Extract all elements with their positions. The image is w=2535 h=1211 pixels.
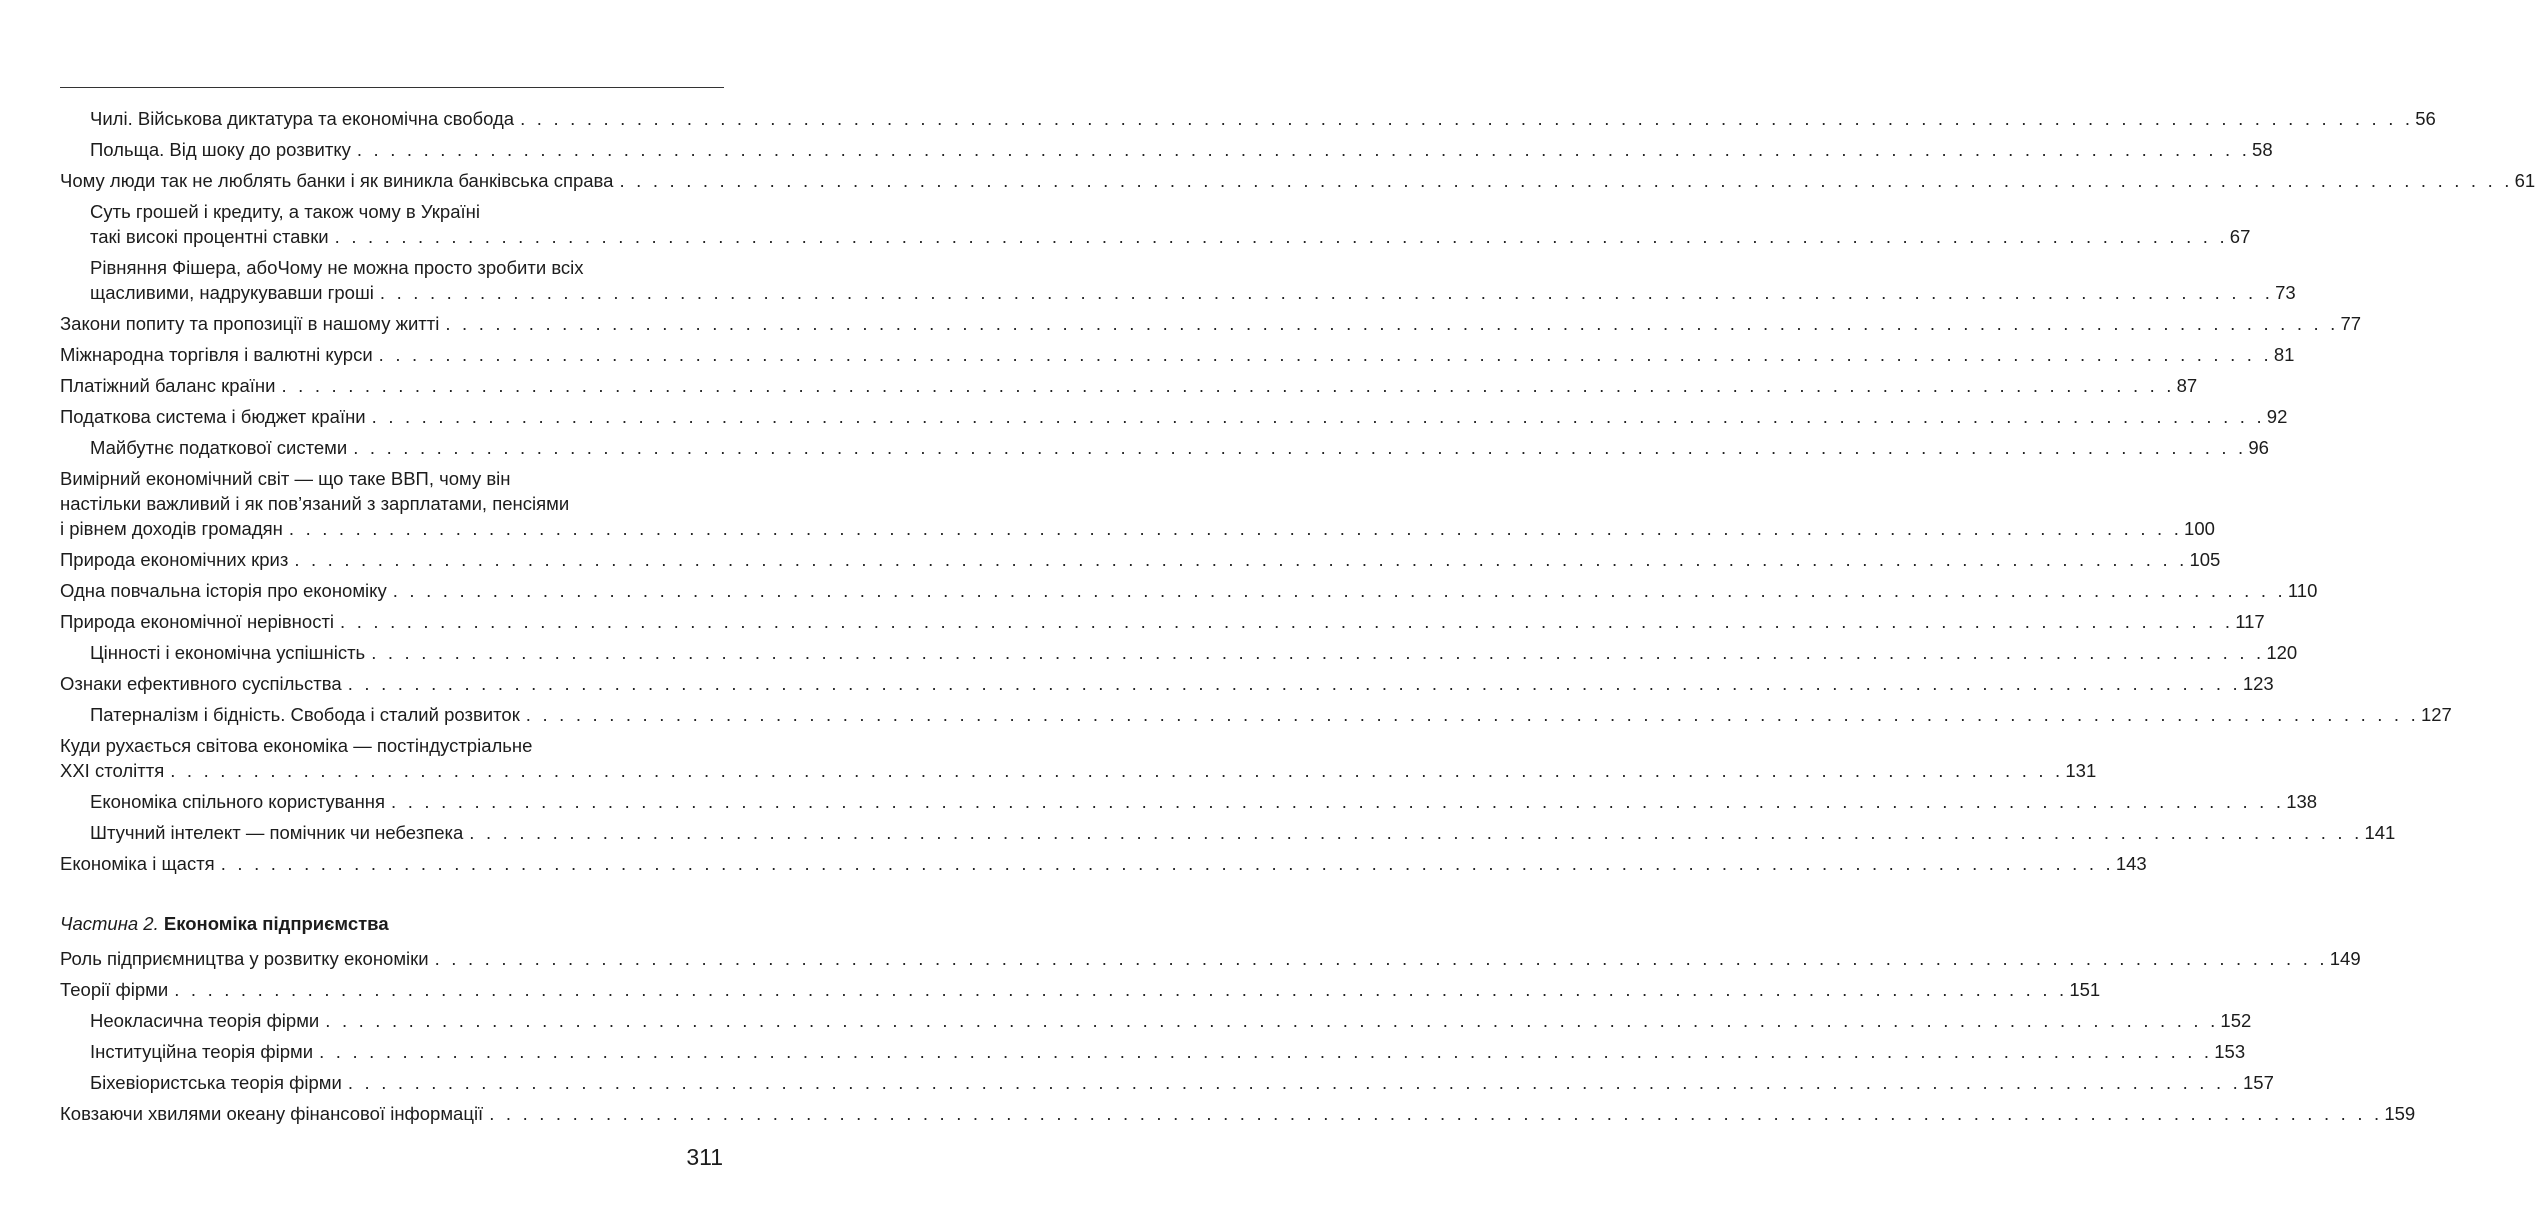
toc-entry-row [60,851,2147,876]
toc-entry [60,1039,2246,1064]
toc-entry [60,820,2396,845]
dot-leader [342,671,2241,696]
toc-entry-row [90,702,2452,727]
toc-entry [60,311,2362,336]
toc-page-number: 141 [2364,822,2396,843]
toc-entry-title-line: Майбутнє податкової системи [90,437,348,458]
toc-entry [60,1101,2416,1126]
dot-leader [342,1070,2241,1095]
toc-entry-row [60,342,2295,367]
toc-entry-title-line: Суть грошей і кредиту, а також чому в Україні [90,201,480,222]
toc-entry [60,789,2318,814]
dot-leader [334,609,2233,634]
toc-entry [60,404,2288,429]
dot-leader [520,702,2419,727]
toc-entry-row [90,106,2436,131]
toc-entry-row [60,671,2274,696]
toc-entry [60,466,2215,541]
toc-entry-title-line: Теорії фірми [60,979,169,1000]
toc-page-number: 123 [2242,673,2274,694]
toc-page-number: 152 [2220,1010,2252,1031]
header-rule [60,87,724,88]
toc-entry-row [90,820,2396,845]
part-heading [60,911,724,936]
toc-page-number: 73 [2275,282,2296,303]
page-number: 311 [686,1144,723,1170]
toc-entry-row [90,435,2269,460]
toc-page-number: 58 [2252,139,2273,160]
toc-entry-title-line: Патерналізм і бідність. Свобода і сталий розвиток [90,704,520,725]
toc-entry-row [60,373,2198,398]
toc-page-number: 81 [2273,344,2295,365]
toc-entry-title-line: Податкова система і бюджет країни [60,406,366,427]
toc-entry-title-line: Роль підприємництва у розвитку економіки [60,948,429,969]
toc-entry-title-line: Закони попиту та пропозиції в нашому житті [60,313,440,334]
toc-entry-title-line: Рівняння Фішера, абоЧому не можна просто зробити всіх [90,257,584,278]
toc-entry [60,1070,2274,1095]
toc-entry [60,733,2097,783]
toc-entry-row [60,1101,2416,1126]
dot-leader [365,640,2264,665]
toc-entry [60,435,2269,460]
toc-page-number: 120 [2266,642,2298,663]
toc-entry-title-line: Природа економічної нерівності [60,611,335,632]
toc-entry-row [60,404,2288,429]
toc-entry-row [90,789,2318,814]
toc-entry-title-line: Вимірний економічний світ — що таке ВВП, чому він [60,468,511,489]
toc-entry-row [60,758,2097,783]
toc-entry-title-line: Ковзаючи хвилями океану фінансової інформації [60,1103,484,1124]
toc-entry-title-line: Одна повчальна історія про економіку [60,580,387,601]
toc-entry-title-line: настільки важливий і як пов’язаний з зарплатами, пенсіями [60,493,570,514]
toc-entry [60,547,2221,572]
toc-page-number: 138 [2286,791,2318,812]
toc-entry [60,106,2436,131]
dot-leader [385,789,2284,814]
toc-entry-row [90,1070,2274,1095]
toc-entry-title-line: Економіка і щастя [60,853,215,874]
dot-leader [483,1101,2382,1126]
toc-entry [60,137,2273,162]
toc-page-number: 87 [2176,375,2198,396]
toc-entry-row [60,547,2221,572]
toc-entry-title-line: Чому люди так не люблять банки і як виникла банківська справа [60,170,614,191]
toc-page-number: 96 [2248,437,2269,458]
toc-entry-title-line: Штучний інтелект — помічник чи небезпека [90,822,464,843]
toc-entry-title-line: Неокласична теорія фірми [90,1010,320,1031]
dot-leader [313,1039,2212,1064]
dot-leader [329,224,2228,249]
toc-page-number: 61 [2514,170,2535,191]
dot-leader [319,1008,2218,1033]
dot-leader [168,977,2067,1002]
toc-page-number: 151 [2069,979,2101,1000]
toc-entry-row [60,946,2361,971]
toc-page-number: 100 [2184,518,2215,539]
toc-entry [60,168,2535,193]
toc-entry-row [90,1039,2246,1064]
dot-leader [429,946,2328,971]
dot-leader [514,106,2413,131]
toc-page-number: 131 [2065,760,2097,781]
toc-page-number: 105 [2189,549,2221,570]
toc-entry [60,671,2274,696]
dot-leader [164,758,2063,783]
toc-page-number: 159 [2384,1103,2416,1124]
toc-page-number: 56 [2415,108,2436,129]
toc-entry-row [60,609,2265,634]
toc-page-number: 149 [2329,948,2361,969]
toc-entry-row [90,640,2298,665]
toc-page-number: 67 [2229,226,2251,247]
toc-entry-title-line: Міжнародна торгівля і валютні курси [60,344,373,365]
toc-page-number: 110 [2287,580,2318,601]
toc-entry-title-line: Біхевіористська теорія фірми [90,1072,342,1093]
toc-entry-row [60,516,2215,541]
toc-entry-row [90,137,2273,162]
dot-leader [374,280,2273,305]
toc-entry-title-line: Куди рухається світова економіка — постіндустріальне [60,735,533,756]
toc-entry [60,255,2296,305]
toc-entry [60,578,2318,603]
toc-entry-title-line: такі високі процентні ставки [90,226,329,247]
dot-leader [351,137,2250,162]
dot-leader [288,547,2187,572]
toc-entry-row [60,578,2318,603]
toc-entry [60,342,2295,367]
toc-page-number: 127 [2420,704,2452,725]
dot-leader [366,404,2265,429]
toc-entry-row [90,1008,2252,1033]
toc-part-1-list [60,106,2535,876]
toc-entry-title-line: щасливими, надрукувавши гроші [90,282,374,303]
toc-page-number: 77 [2340,313,2362,334]
toc-entry [60,851,2147,876]
toc-entry-title-line: Платіжний баланс країни [60,375,276,396]
dot-leader [387,578,2286,603]
toc-page-number: 117 [2235,611,2265,632]
toc-entry-title-line: і рівнем доходів громадян [60,518,283,539]
toc-entry-title-line: Ознаки ефективного суспільства [60,673,342,694]
toc-entry [60,609,2265,634]
dot-leader [613,168,2512,193]
toc-part-2-list [60,946,2416,1126]
dot-leader [215,851,2114,876]
dot-leader [439,311,2338,336]
dot-leader [275,373,2174,398]
toc-entry-row [60,168,2535,193]
toc-entry [60,199,2251,249]
dot-leader [283,516,2182,541]
toc-page-number: 143 [2115,853,2147,874]
toc-entry [60,946,2361,971]
toc-entry-title-line: Чилі. Військова диктатура та економічна свобода [90,108,515,129]
toc-entry-title-line: Економіка спільного користування [90,791,386,812]
part-title: Економіка підприємства [163,913,389,934]
dot-leader [463,820,2362,845]
toc-entry-title-line: Польща. Від шоку до розвитку [90,139,351,160]
toc-entry-title-line: XXI століття [60,760,165,781]
toc-page-number: 153 [2214,1041,2246,1062]
toc-entry-title-line: Природа економічних криз [60,549,289,570]
toc-entry [60,1008,2252,1033]
toc-entry-row [90,224,2251,249]
toc-entry-row [60,311,2362,336]
toc-entry [60,702,2452,727]
toc-entry [60,373,2198,398]
toc-page-number: 157 [2243,1072,2274,1093]
toc-page-number: 92 [2266,406,2288,427]
dot-leader [347,435,2246,460]
toc-entry-row [60,977,2101,1002]
toc-entry-title-line: Цінності і економічна успішність [90,642,366,663]
toc-entry-title-line: Інституційна теорія фірми [90,1041,314,1062]
part-label: Частина 2. [60,913,159,934]
dot-leader [373,342,2272,367]
toc-entry-row [90,280,2296,305]
table-of-contents [60,106,2535,1132]
toc-entry [60,640,2298,665]
toc-entry [60,977,2101,1002]
